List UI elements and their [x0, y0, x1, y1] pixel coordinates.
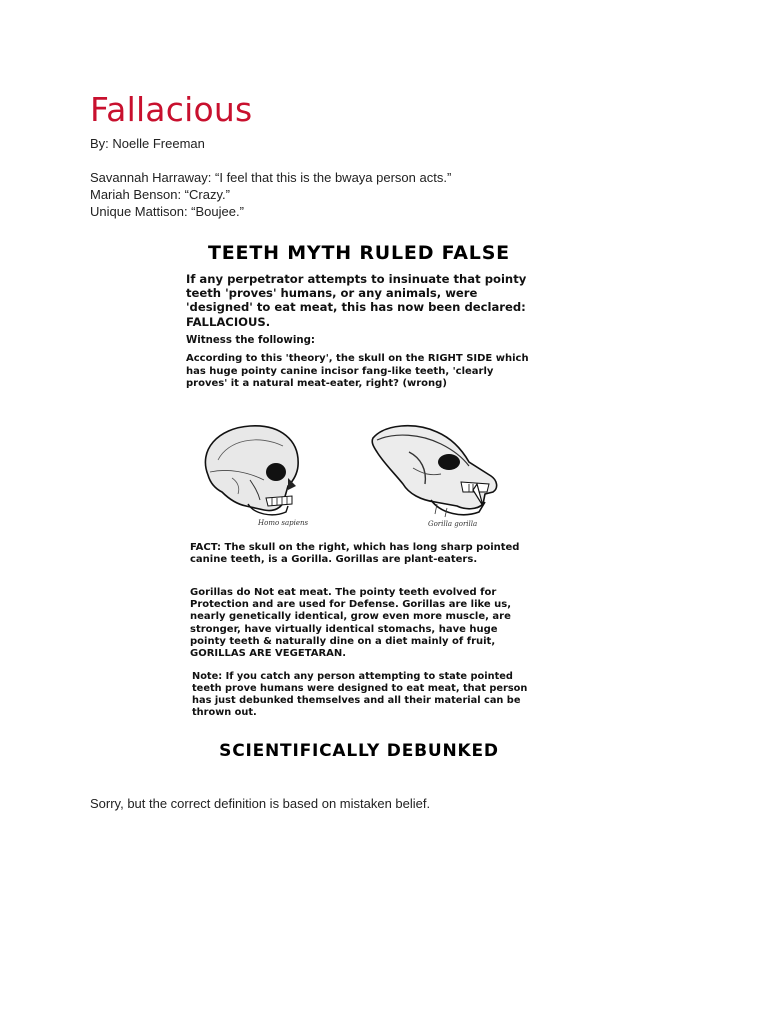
quote-line: Savannah Harraway: “I feel that this is the bwaya person acts.”	[90, 170, 452, 185]
caption-gorilla: Gorilla gorilla	[428, 520, 478, 528]
figure-heading: TEETH MYTH RULED FALSE	[208, 242, 510, 264]
quote-line: Unique Mattison: “Boujee.”	[90, 204, 244, 219]
figure-note-text: Note: If you catch any person attempting to state pointed teeth prove humans were designed to eat meat, that person has just debunked themselves and all their material can be thrown out.	[192, 671, 528, 718]
footer-text: Sorry, but the correct definition is based on mistaken belief.	[90, 796, 431, 811]
figure-intro-text: If any perpetrator attempts to insinuate that pointy teeth 'proves' humans, or any animals, were 'designed' to eat meat, this has now been declared: FALLACIOUS.	[186, 272, 527, 329]
caption-human: Homo sapiens	[258, 519, 309, 527]
teeth-myth-figure	[170, 236, 548, 776]
figure-witness-text: Witness the following:	[186, 335, 315, 346]
figure-fact-text: FACT: The skull on the right, which has long sharp pointed canine teeth, is a Gorilla. Gorillas are plant-eaters.	[190, 542, 520, 566]
figure-theory-text: According to this 'theory', the skull on the RIGHT SIDE which has huge pointy canine incisor fang-like teeth, 'clearly proves' it a natural meat-eater, right? (wrong)	[186, 353, 529, 390]
gorilla-skull-icon	[365, 418, 510, 523]
figure-gorillas-text: Gorillas do Not eat meat. The pointy teeth evolved for Protection and are used for Defense. Gorillas are like us, nearly genetically identical, grow even more muscle, are stronger, have virtually identical stomachs, have huge pointy teeth & naturally dine on a diet mainly of fruit, GORILLAS ARE VEGETARAN.	[190, 587, 512, 660]
human-skull-icon	[188, 420, 318, 520]
page-title: Fallacious	[90, 90, 253, 129]
quote-line: Mariah Benson: “Crazy.”	[90, 187, 230, 202]
figure-bottom-heading: SCIENTIFICALLY DEBUNKED	[219, 741, 499, 761]
author-line: By: Noelle Freeman	[90, 136, 205, 151]
